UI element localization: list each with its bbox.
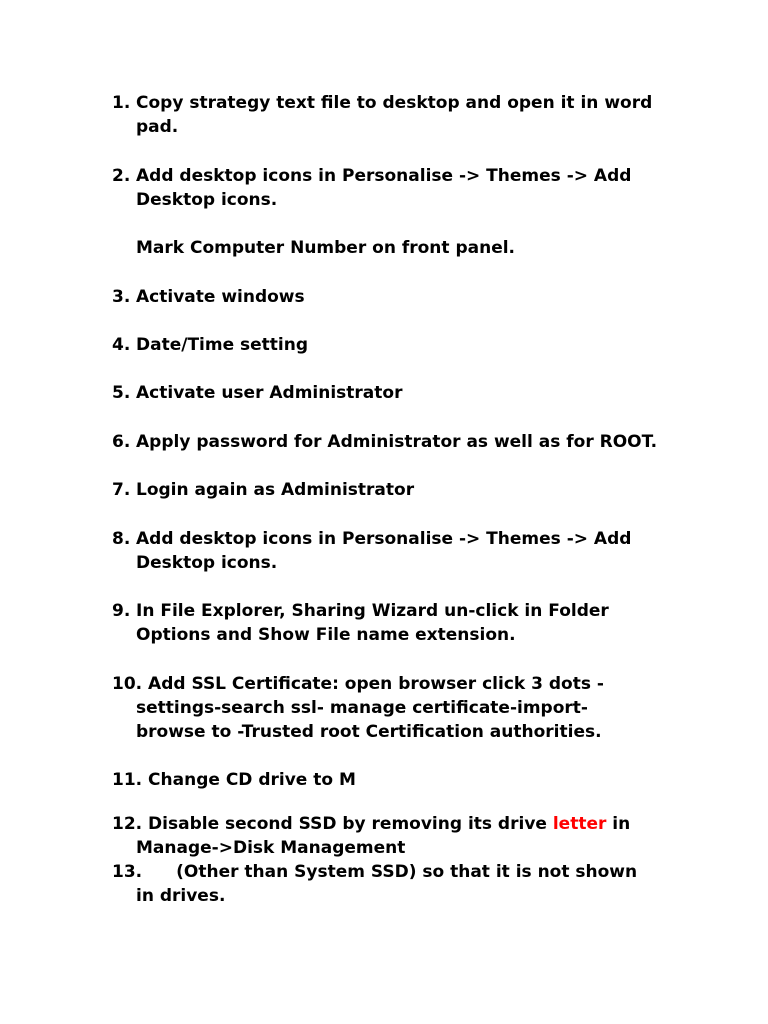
list-item-2 [112,164,692,212]
text-line: Manage->Disk Management [136,838,406,858]
list-number: 10. [112,674,143,694]
list-number: 2. [112,166,131,186]
list-item-7 [112,478,692,502]
text-line: in drives. [136,886,226,906]
list-number: 5. [112,383,131,403]
list-number: 7. [112,480,131,500]
text-line: Apply password for Administrator as well as for ROOT. [136,432,658,452]
list-number: 4. [112,335,131,355]
list-item-1 [112,91,692,139]
list-item-text [112,768,692,792]
text-line: Add desktop icons in Personalise -> Themes -> Add [136,166,632,186]
list-number: 8. [112,529,131,549]
list-item-8 [112,527,692,575]
list-item-text [112,672,692,696]
list-number: 3. [112,287,131,307]
note-paragraph: Mark Computer Number on front panel. [136,238,516,258]
list-item-text [112,812,692,836]
text-line: In File Explorer, Sharing Wizard un-click in Folder [136,601,609,621]
list-item-10 [112,672,692,744]
list-number: 11. [112,770,143,790]
list-item-9 [112,599,692,647]
text-segment: in [606,814,631,834]
list-item-11 [112,768,692,792]
text-line: Date/Time setting [136,335,309,355]
text-line: Desktop icons. [136,190,278,210]
list-item-5 [112,381,692,405]
list-number: 6. [112,432,131,452]
text-line: settings-search ssl- manage certificate-import- [136,698,588,718]
list-item-3 [112,285,692,309]
list-item-text [112,478,692,502]
list-item-4 [112,333,692,357]
list-item-text [112,599,692,647]
highlighted-word: letter [552,814,607,834]
text-line: Desktop icons. [136,553,278,573]
list-item-6 [112,430,692,454]
list-item-text [112,430,692,454]
list-item-text [112,860,692,884]
list-item-text [112,164,692,212]
text-line: Change CD drive to M [148,770,356,790]
list-item-text [112,91,692,139]
text-line: Login again as Administrator [136,480,415,500]
text-line: (Other than System SSD) so that it is not shown [176,862,638,882]
list-number: 9. [112,601,131,621]
text-line: Activate windows [136,287,305,307]
text-line: browse to -Trusted root Certification authorities. [136,722,602,742]
list-number: 12. [112,814,143,834]
list-item-text [112,333,692,357]
list-item-text [112,527,692,575]
text-line: pad. [136,117,179,137]
text-line: Add SSL Certificate: open browser click 3 dots - [148,674,604,694]
list-number: 13. [112,862,143,882]
list-item-text [112,285,692,309]
text-segment: Disable second SSD by removing its drive [148,814,553,834]
list-item-12 [112,812,692,860]
list-item-text [112,381,692,405]
text-line: Activate user Administrator [136,383,403,403]
text-line: Options and Show File name extension. [136,625,516,645]
list-number: 1. [112,93,131,113]
text-line: Copy strategy text file to desktop and open it in word [136,93,653,113]
text-line: Add desktop icons in Personalise -> Themes -> Add [136,529,632,549]
list-item-13 [112,860,692,908]
